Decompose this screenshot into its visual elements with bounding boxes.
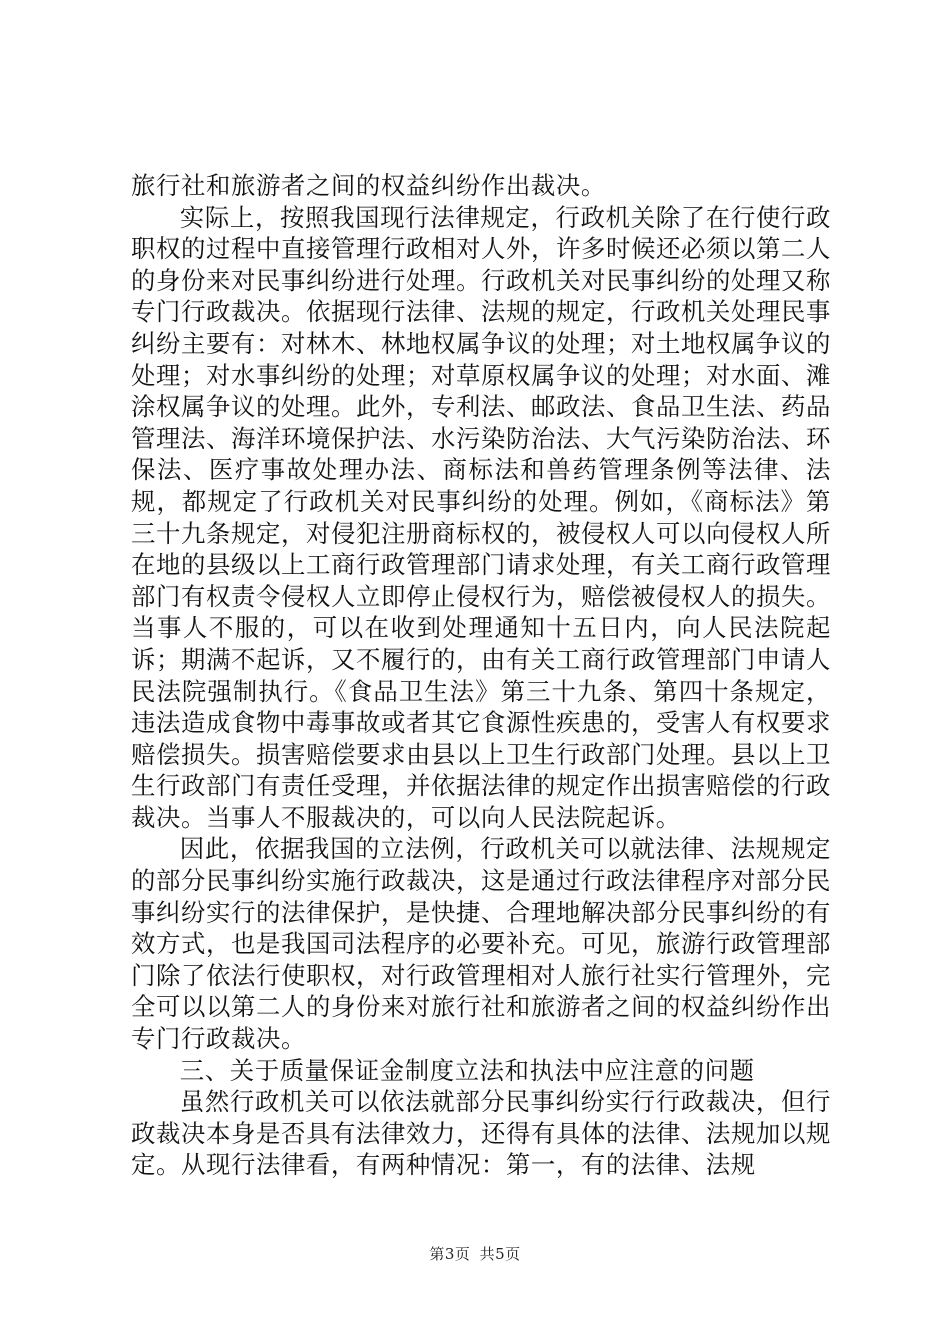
section-heading: 三、关于质量保证金制度立法和执法中应注意的问题 (179, 1055, 755, 1085)
page-number: 第3页 (429, 1245, 471, 1263)
paragraph-continuation: 旅行社和旅游者之间的权益纠纷作出裁决。 (131, 171, 606, 200)
paragraph-administrative-adjudication: 实际上，按照我国现行法律规定，行政机关除了在行使行政职权的过程中直接管理行政相对人外，许多时候还必须以第二人的身份来对民事纠纷进行处理。行政机关对民事纠纷的处理又称专门行政裁决。依据现行法律、法规的规定，行政机关处理民事纠纷主要有：对林木、林地权属争议的处理；对土地权属争议的处理；对水事纠纷的处理；对草原权属争议的处理；对水面、滩涂权属争议的处理。此外，专利法、邮政法、食品卫生法、药品管理法、海洋环境保护法、水污染防治法、大气污染防治法、环保法、医疗事故处理办法、商标法和兽药管理条例等法律、法规，都规定了行政机关对民事纠纷的处理。例如，《商标法》第三十九条规定，对侵犯注册商标权的，被侵权人可以向侵权人所在地的县级以上工商行政管理部门请求处理，有关工商行政管理部门有权责令侵权人立即停止侵权行为，赔偿被侵权人的损失。当事人不服的，可以在收到处理通知十五日内，向人民法院起诉；期满不起诉，又不履行的，由有关工商行政管理部门申请人民法院强制执行。《食品卫生法》第三十九条、第四十条规定，违法造成食物中毒事故或者其它食源性疾患的，受害人有权要求赔偿损失。损害赔偿要求由县以上卫生行政部门处理。县以上卫生行政部门有责任受理，并依据法律的规定作出损害赔偿的行政裁决。当事人不服裁决的，可以向人民法院起诉。 (131, 202, 831, 832)
page-footer (0, 1243, 950, 1264)
paragraph-conclusion: 因此，依据我国的立法例，行政机关可以就法律、法规规定的部分民事纠纷实施行政裁决，这是通过行政法律程序对部分民事纠纷实行的法律保护，是快捷、合理地解决部分民事纠纷的有效方式，也是我国司法程序的必要补充。可见，旅游行政管理部门除了依法行使职权，对行政管理相对人旅行社实行管理外，完全可以以第二人的身份来对旅行社和旅游者之间的权益纠纷作出专门行政裁决。 (131, 834, 831, 1054)
paragraph-legal-effect: 虽然行政机关可以依法就部分民事纠纷实行行政裁决，但行政裁决本身是否具有法律效力，还得有具体的法律、法规加以规定。从现行法律看，有两种情况：第一，有的法律、法规 (131, 1087, 831, 1180)
page-total: 共5页 (479, 1245, 521, 1263)
document-body (131, 170, 831, 1181)
